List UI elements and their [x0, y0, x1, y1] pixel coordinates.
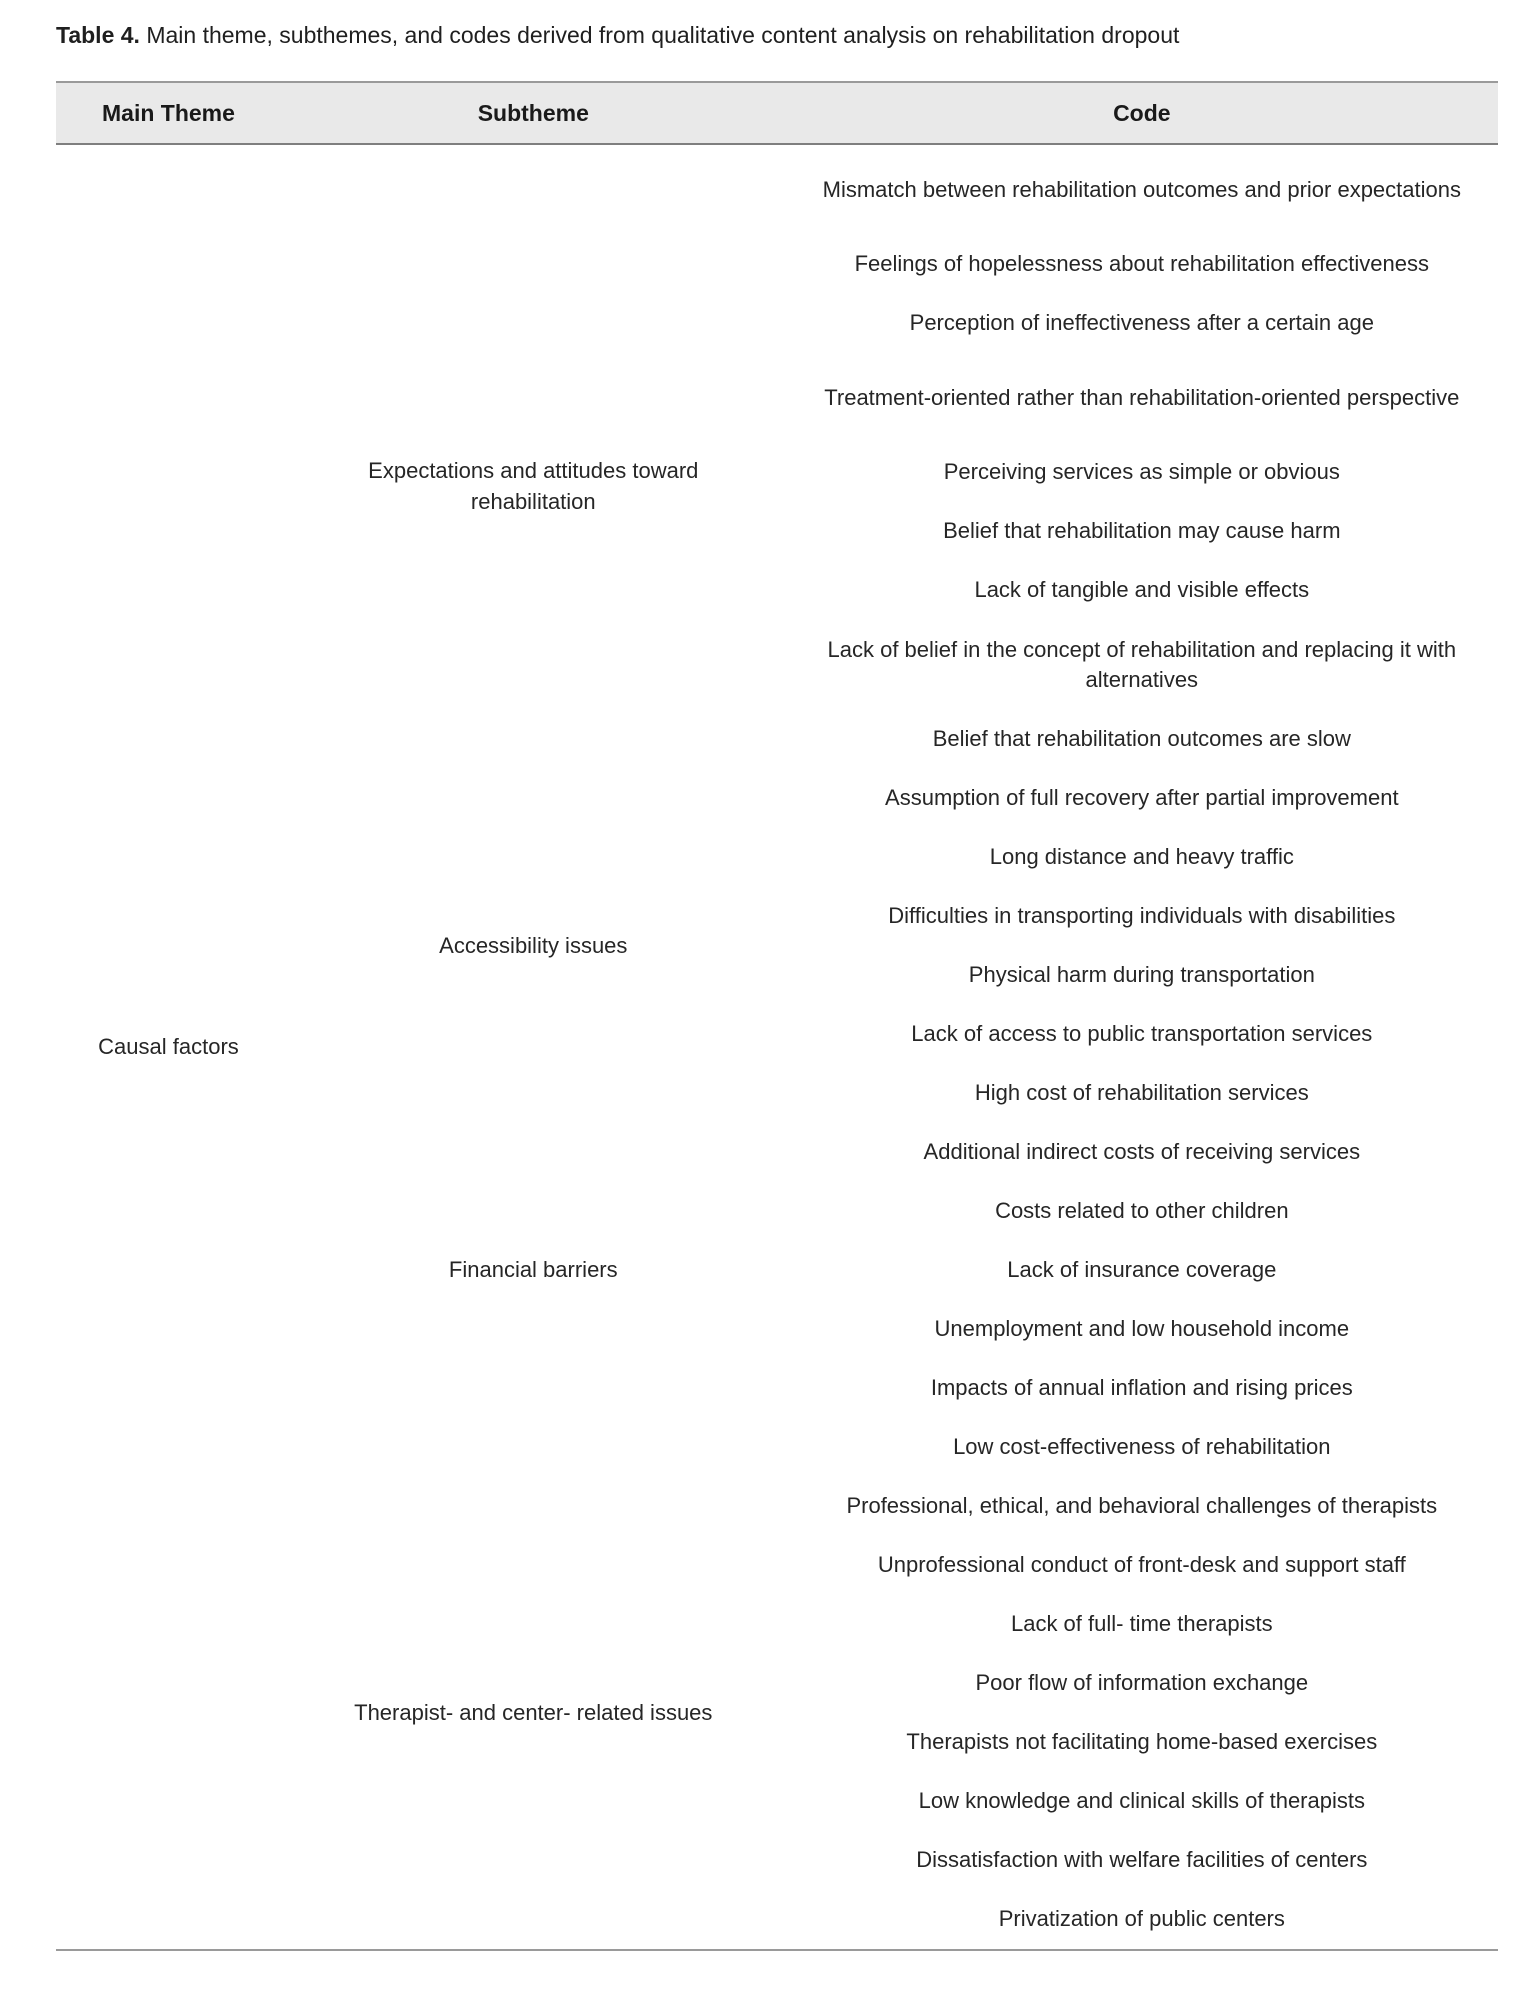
code-label: Low cost-effectiveness of rehabilitation	[953, 1434, 1331, 1460]
subtheme-label: Expectations and attitudes toward rehabilitation	[368, 458, 699, 514]
code-label: Dissatisfaction with welfare facilities of centers	[916, 1847, 1368, 1873]
code-label: Costs related to other children	[995, 1198, 1289, 1224]
table-row	[56, 144, 1498, 235]
subtheme-label: Financial barriers	[448, 1257, 618, 1283]
caption-text: Main theme, subthemes, and codes derived from qualitative content analysis on rehabilitation dropout	[139, 22, 1180, 48]
code-cell	[786, 235, 1498, 294]
code-cell	[786, 1890, 1498, 1950]
table-caption	[56, 20, 1498, 51]
code-label: Therapists not facilitating home-based exercises	[906, 1729, 1378, 1755]
caption-label: Table 4.	[56, 22, 140, 48]
results-table	[56, 81, 1498, 1951]
code-label: Professional, ethical, and behavioral challenges of therapists	[846, 1493, 1438, 1519]
code-cell	[786, 1182, 1498, 1241]
code-label: Treatment-oriented rather than rehabilitation-oriented perspective	[824, 384, 1460, 410]
code-label: Unemployment and low household income	[934, 1316, 1350, 1342]
main-theme-label: Causal factors	[98, 1033, 239, 1059]
code-cell	[786, 1713, 1498, 1772]
code-cell	[786, 144, 1498, 235]
code-label: Lack of belief in the concept of rehabilitation and replacing it with alternatives	[827, 636, 1457, 693]
header-code: Code	[786, 82, 1498, 144]
code-label: Difficulties in transporting individuals with disabilities	[888, 903, 1396, 929]
code-label: Mismatch between rehabilitation outcomes and prior expectations	[822, 176, 1461, 202]
code-label: Lack of access to public transportation services	[911, 1021, 1373, 1047]
code-cell	[786, 1359, 1498, 1418]
code-label: Lack of tangible and visible effects	[974, 577, 1310, 603]
code-cell	[786, 887, 1498, 946]
code-cell	[786, 502, 1498, 561]
code-label: Lack of insurance coverage	[1007, 1257, 1277, 1283]
subtheme-cell	[281, 828, 786, 1064]
code-cell	[786, 353, 1498, 443]
code-label: Assumption of full recovery after partial improvement	[885, 785, 1399, 811]
code-label: Perception of ineffectiveness after a certain age	[909, 310, 1374, 336]
code-label: Belief that rehabilitation outcomes are slow	[932, 726, 1351, 752]
code-label: Perceiving services as simple or obvious	[943, 459, 1340, 485]
code-label: Privatization of public centers	[998, 1906, 1285, 1932]
code-label: Belief that rehabilitation may cause harm	[943, 518, 1341, 544]
code-cell	[786, 1418, 1498, 1477]
code-cell	[786, 946, 1498, 1005]
code-cell	[786, 1300, 1498, 1359]
code-cell	[786, 1123, 1498, 1182]
subtheme-cell	[281, 1477, 786, 1950]
header-row	[56, 82, 1498, 144]
code-cell	[786, 561, 1498, 620]
code-cell	[786, 294, 1498, 353]
code-cell	[786, 443, 1498, 502]
code-label: Long distance and heavy traffic	[989, 844, 1294, 870]
code-cell	[786, 1831, 1498, 1890]
code-label: Lack of full- time therapists	[1010, 1611, 1273, 1637]
subtheme-label: Therapist- and center- related issues	[354, 1699, 713, 1725]
code-cell	[786, 710, 1498, 769]
table-header	[56, 82, 1498, 144]
code-label: Low knowledge and clinical skills of therapists	[918, 1788, 1365, 1814]
code-cell	[786, 620, 1498, 710]
header-main-theme: Main Theme	[56, 82, 281, 144]
code-cell	[786, 1241, 1498, 1300]
code-cell	[786, 1477, 1498, 1536]
code-label: Feelings of hopelessness about rehabilitation effectiveness	[854, 251, 1430, 277]
subtheme-cell	[281, 144, 786, 828]
code-label: Additional indirect costs of receiving services	[923, 1139, 1361, 1165]
code-cell	[786, 1005, 1498, 1064]
code-label: Physical harm during transportation	[968, 962, 1315, 988]
code-cell	[786, 1595, 1498, 1654]
code-cell	[786, 1654, 1498, 1713]
subtheme-label: Accessibility issues	[439, 932, 628, 958]
code-cell	[786, 828, 1498, 887]
code-label: Unprofessional conduct of front-desk and support staff	[877, 1552, 1406, 1578]
code-cell	[786, 1064, 1498, 1123]
subtheme-cell	[281, 1064, 786, 1477]
header-subtheme: Subtheme	[281, 82, 786, 144]
code-cell	[786, 1536, 1498, 1595]
main-theme-cell	[56, 144, 281, 1950]
code-cell	[786, 1772, 1498, 1831]
code-label: High cost of rehabilitation services	[974, 1080, 1309, 1106]
code-label: Impacts of annual inflation and rising prices	[930, 1375, 1353, 1401]
code-cell	[786, 769, 1498, 828]
code-label: Poor flow of information exchange	[975, 1670, 1309, 1696]
